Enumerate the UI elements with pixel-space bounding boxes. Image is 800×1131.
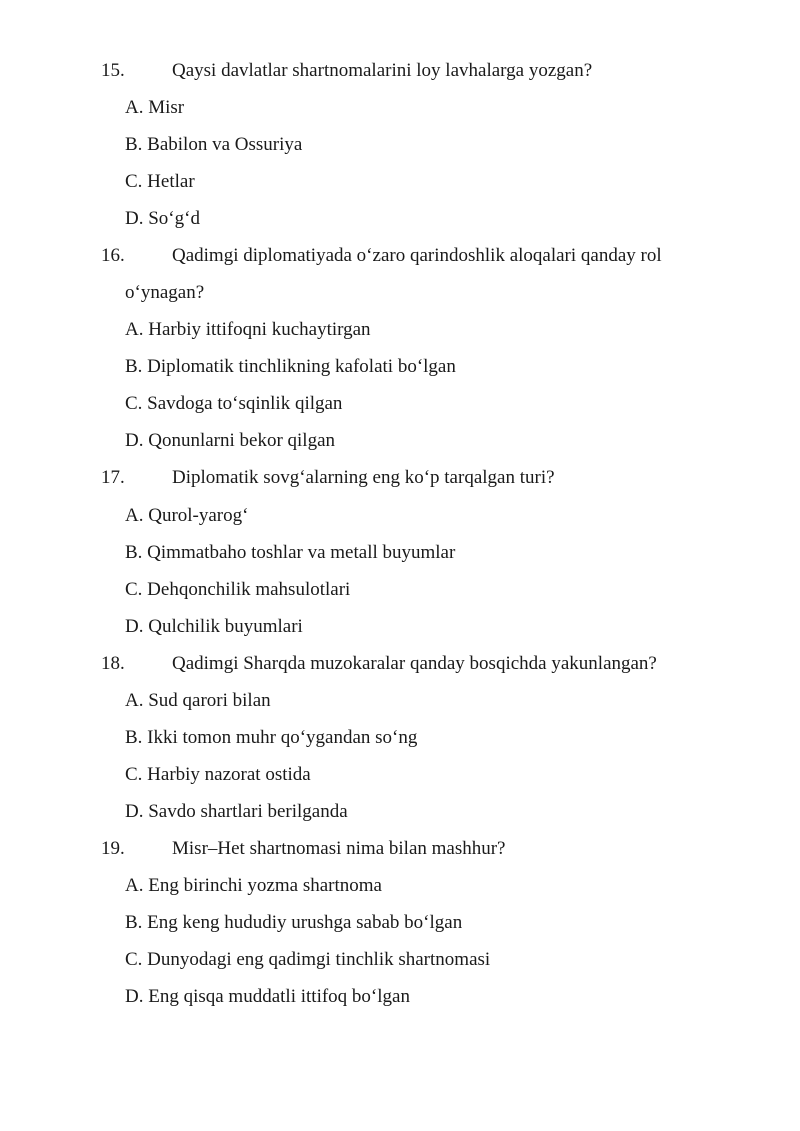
- option-b: B. Eng keng hududiy urushga sabab bo‘lgan: [125, 912, 463, 933]
- question-text: Qadimgi diplomatiyada o‘zaro qarindoshlik aloqalari qanday rol: [172, 245, 662, 266]
- question-text: Qadimgi Sharqda muzokaralar qanday bosqichda yakunlangan?: [172, 653, 657, 674]
- option-d: D. Qulchilik buyumlari: [125, 616, 303, 637]
- option-a: A. Eng birinchi yozma shartnoma: [125, 875, 382, 896]
- option-d: D. Qonunlarni bekor qilgan: [125, 430, 336, 451]
- question-number: 16.: [101, 245, 125, 266]
- question-19: [101, 830, 741, 867]
- question-number: 19.: [101, 838, 125, 859]
- option-d: D. Savdo shartlari berilganda: [125, 801, 348, 822]
- option-a: A. Qurol-yarog‘: [125, 505, 249, 526]
- option-a: A. Misr: [125, 97, 185, 118]
- option-d: D. Eng qisqa muddatli ittifoq bo‘lgan: [125, 986, 410, 1007]
- question-text-continuation: o‘ynagan?: [125, 282, 205, 303]
- option-c: C. Dehqonchilik mahsulotlari: [125, 579, 351, 600]
- option-c: C. Dunyodagi eng qadimgi tinchlik shartnomasi: [125, 949, 491, 970]
- option-d: D. So‘g‘d: [125, 208, 200, 229]
- question-18: [101, 645, 741, 682]
- question-text: Qaysi davlatlar shartnomalarini loy lavhalarga yozgan?: [172, 60, 593, 81]
- option-a: A. Sud qarori bilan: [125, 690, 271, 711]
- question-text: Diplomatik sovg‘alarning eng ko‘p tarqalgan turi?: [172, 467, 555, 488]
- option-c: C. Hetlar: [125, 171, 195, 192]
- option-c: C. Harbiy nazorat ostida: [125, 764, 311, 785]
- question-number: 17.: [101, 467, 125, 488]
- question-number: 18.: [101, 653, 125, 674]
- question-15: [101, 52, 741, 89]
- option-b: B. Ikki tomon muhr qo‘ygandan so‘ng: [125, 727, 418, 748]
- question-17: [101, 459, 741, 496]
- option-b: B. Qimmatbaho toshlar va metall buyumlar: [125, 542, 456, 563]
- question-16: [101, 237, 741, 311]
- option-b: B. Diplomatik tinchlikning kafolati bo‘lgan: [125, 356, 456, 377]
- question-number: 15.: [101, 60, 125, 81]
- option-b: B. Babilon va Ossuriya: [125, 134, 303, 155]
- question-text: Misr–Het shartnomasi nima bilan mashhur?: [172, 838, 506, 859]
- option-a: A. Harbiy ittifoqni kuchaytirgan: [125, 319, 371, 340]
- option-c: C. Savdoga to‘sqinlik qilgan: [125, 393, 343, 414]
